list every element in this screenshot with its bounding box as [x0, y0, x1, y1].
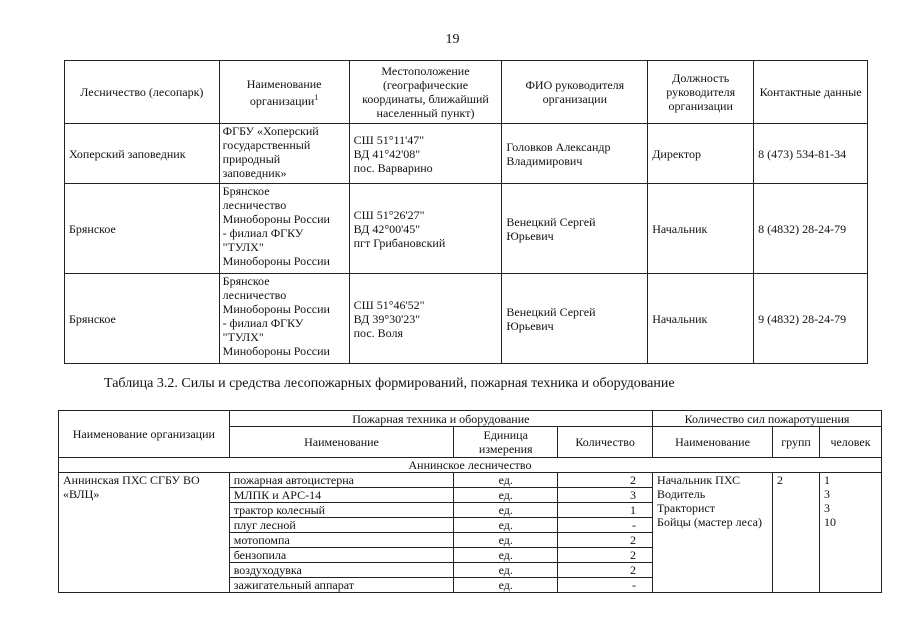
org-line: "ТУЛХ": [222, 240, 264, 254]
forestry-contacts-table: [64, 60, 868, 364]
org-line: Минобороны России: [222, 254, 330, 268]
header-footnote-mark: 1: [314, 92, 319, 102]
cell-quantity: -: [558, 518, 653, 533]
org-line: Минобороны России: [222, 302, 330, 316]
table-row: [59, 473, 882, 488]
org-line: лесничество: [222, 288, 287, 302]
forces-name-line: Начальник ПХС: [657, 473, 741, 487]
org-line: - филиал ФГКУ: [222, 316, 304, 330]
org-line: "ТУЛХ": [222, 330, 264, 344]
head-name-line: Головков Александр: [506, 139, 611, 154]
header-people: человек: [819, 427, 881, 458]
org-line: заповедник»: [222, 166, 287, 180]
cell-equipment-name: трактор колесный: [229, 503, 454, 518]
cell-quantity: 1: [558, 503, 653, 518]
cell-equipment-name: мотопомпа: [229, 533, 454, 548]
cell-unit: ед.: [454, 548, 558, 563]
cell-contact: 8 (4832) 28-24-79: [754, 184, 868, 274]
header-forces-name: Наименование: [653, 427, 773, 458]
cell-unit: ед.: [454, 503, 558, 518]
table2-header-row: [59, 411, 882, 427]
cell-organization: [219, 274, 349, 364]
org-line: Брянское: [222, 184, 270, 198]
location-line: СШ 51°26'27": [353, 207, 425, 222]
cell-quantity: 2: [558, 563, 653, 578]
org-line: ФГБУ «Хоперский: [222, 124, 319, 138]
table-row: [65, 184, 868, 274]
org-line: Брянское: [222, 274, 270, 288]
header-org-name: Наименование организации: [59, 411, 230, 458]
org-line: лесничество: [222, 198, 287, 212]
header-equipment-group: Пожарная техника и оборудование: [229, 411, 652, 427]
cell-equipment-name: бензопила: [229, 548, 454, 563]
cell-unit: ед.: [454, 488, 558, 503]
location-line: пос. Варварино: [353, 160, 433, 175]
cell-equipment-name: МЛПК и АРС-14: [229, 488, 454, 503]
table-row: [65, 124, 868, 184]
cell-unit: ед.: [454, 473, 558, 488]
cell-organization: [219, 124, 349, 184]
location-line: СШ 51°46'52": [353, 297, 425, 312]
forces-name-line: Тракторист: [657, 501, 715, 515]
table1-header-row: [65, 61, 868, 124]
group-row: [59, 458, 882, 473]
header-position: Должность руководителя организации: [648, 61, 754, 124]
cell-contact: 9 (4832) 28-24-79: [754, 274, 868, 364]
head-name-line: Владимирович: [506, 153, 583, 168]
cell-equipment-name: плуг лесной: [229, 518, 454, 533]
cell-position: Начальник: [648, 274, 754, 364]
cell-unit: ед.: [454, 533, 558, 548]
cell-location: [349, 274, 502, 364]
fire-forces-table: [58, 410, 882, 593]
location-line: ВД 41°42'08": [353, 146, 421, 161]
header-organization-label: Наименование организации: [246, 76, 322, 108]
org-line: Минобороны России: [222, 344, 330, 358]
cell-quantity: 3: [558, 488, 653, 503]
cell-head-name: [502, 274, 648, 364]
cell-forestry: Брянское: [65, 184, 220, 274]
cell-org-name: Аннинская ПХС СГБУ ВО «ВЛЦ»: [59, 473, 230, 593]
page-number: 19: [445, 32, 460, 47]
cell-position: Начальник: [648, 184, 754, 274]
cell-forestry: Брянское: [65, 274, 220, 364]
cell-quantity: 2: [558, 473, 653, 488]
org-line: Минобороны России: [222, 212, 330, 226]
header-quantity: Количество: [558, 427, 653, 458]
cell-equipment-name: зажигательный аппарат: [229, 578, 454, 593]
header-forces-group: Количество сил пожаротушения: [653, 411, 882, 427]
org-line: природный: [222, 152, 281, 166]
org-line: - филиал ФГКУ: [222, 226, 304, 240]
cell-quantity: 2: [558, 548, 653, 563]
people-count: 10: [823, 515, 836, 529]
cell-equipment-name: пожарная автоцистерна: [229, 473, 454, 488]
people-count: 3: [823, 487, 830, 501]
table-caption: Таблица 3.2. Силы и средства лесопожарных формирований, пожарная техника и оборудование: [104, 376, 675, 391]
location-line: СШ 51°11'47": [353, 132, 425, 147]
header-location: Местоположение (географические координаты, ближайший населенный пункт): [349, 61, 502, 124]
cell-groups: 2: [773, 473, 820, 593]
forces-name-line: Водитель: [657, 487, 706, 501]
location-line: пгт Грибановский: [353, 235, 446, 250]
header-groups: групп: [773, 427, 820, 458]
cell-quantity: 2: [558, 533, 653, 548]
cell-organization: [219, 184, 349, 274]
cell-location: [349, 124, 502, 184]
cell-unit: ед.: [454, 578, 558, 593]
cell-contact: 8 (473) 534-81-34: [754, 124, 868, 184]
cell-unit: ед.: [454, 563, 558, 578]
header-forestry: Лесничество (лесопарк): [65, 61, 220, 124]
head-name-line: Венецкий Сергей: [506, 304, 596, 319]
location-line: пос. Воля: [353, 325, 404, 340]
header-unit: Единица измерения: [454, 427, 558, 458]
header-head-name: ФИО руководителя организации: [502, 61, 648, 124]
table-row: [65, 274, 868, 364]
org-line: государственный: [222, 138, 311, 152]
cell-equipment-name: воздуходувка: [229, 563, 454, 578]
header-organization: [219, 61, 349, 124]
cell-forestry: Хоперский заповедник: [65, 124, 220, 184]
people-count: 3: [823, 501, 830, 515]
header-equipment-name: Наименование: [229, 427, 454, 458]
head-name-line: Венецкий Сергей: [506, 214, 596, 229]
location-line: ВД 42°00'45": [353, 221, 421, 236]
head-name-line: Юрьевич: [506, 228, 554, 243]
header-contacts: Контактные данные: [754, 61, 868, 124]
forces-name-line: Бойцы (мастер леса): [657, 515, 762, 529]
cell-forces-names: [653, 473, 773, 593]
cell-position: Директор: [648, 124, 754, 184]
group-title: Аннинское лесничество: [59, 458, 882, 473]
cell-head-name: [502, 184, 648, 274]
cell-people: [819, 473, 881, 593]
location-line: ВД 39°30'23": [353, 311, 421, 326]
cell-unit: ед.: [454, 518, 558, 533]
head-name-line: Юрьевич: [506, 318, 554, 333]
cell-head-name: [502, 124, 648, 184]
cell-quantity: -: [558, 578, 653, 593]
people-count: 1: [823, 473, 830, 487]
cell-location: [349, 184, 502, 274]
